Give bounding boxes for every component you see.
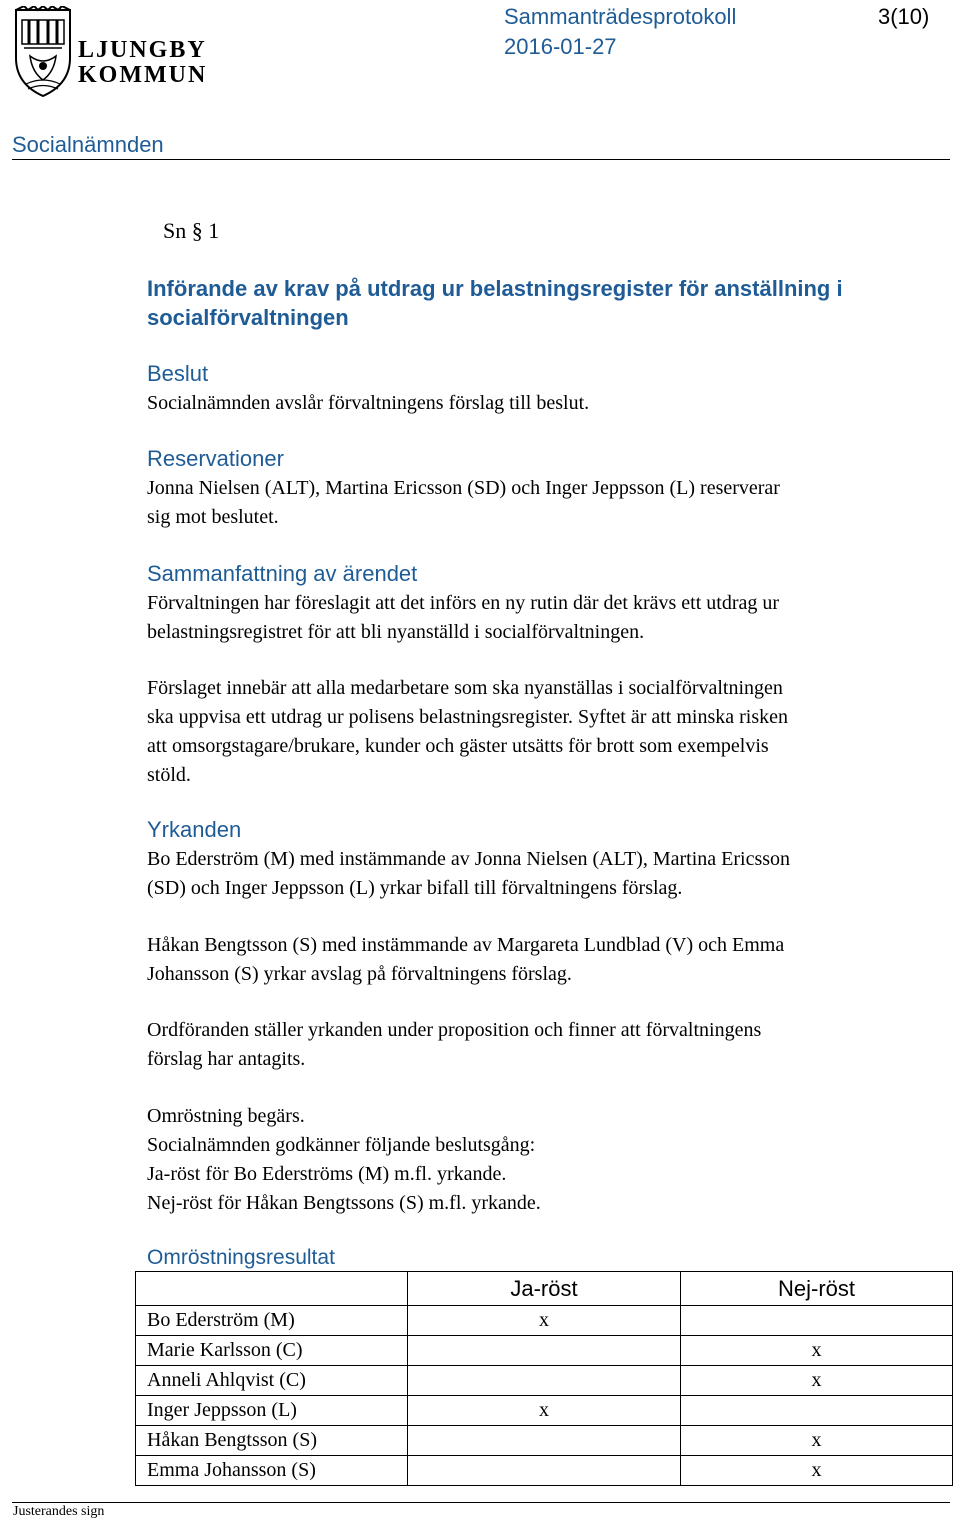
vote-yes-cell	[408, 1336, 681, 1366]
document-date: 2016-01-27	[504, 34, 617, 59]
document-type: Sammanträdesprotokoll	[504, 4, 737, 29]
table-header-yes: Ja-röst	[408, 1272, 681, 1306]
table-row	[136, 1366, 953, 1396]
table-row	[136, 1306, 953, 1336]
reservations-line2: sig mot beslutet.	[147, 506, 279, 528]
vote-procedure-line2: Socialnämnden godkänner följande beslutsgång:	[147, 1134, 536, 1156]
table-row	[136, 1336, 953, 1366]
voter-name: Håkan Bengtsson (S)	[136, 1426, 408, 1456]
vote-no-cell: x	[681, 1426, 953, 1456]
table-header-no: Nej-röst	[681, 1272, 953, 1306]
voter-name: Emma Johansson (S)	[136, 1456, 408, 1486]
footer-divider	[12, 1502, 950, 1503]
motions-paragraph-1	[147, 845, 947, 903]
summary-p2-line4: stöld.	[147, 764, 191, 786]
summary-p2-line2a: ska uppvisa ett utdrag ur polisens belastningsregister.	[147, 706, 574, 728]
committee-name: Socialnämnden	[12, 132, 164, 157]
vote-procedure	[147, 1102, 947, 1218]
vote-no-cell: x	[681, 1366, 953, 1396]
voter-name: Marie Karlsson (C)	[136, 1336, 408, 1366]
page-number: 3(10)	[878, 4, 930, 29]
vote-yes-cell	[408, 1456, 681, 1486]
vote-procedure-line3: Ja-röst för Bo Ederströms (M) m.fl. yrkande.	[147, 1163, 507, 1185]
motions-p3-line2: förslag har antagits.	[147, 1048, 306, 1070]
section-title-line2: socialförvaltningen	[147, 305, 349, 330]
summary-p2-line3: att omsorgstagare/brukare, kunder och gäster utsätts för brott som exempelvis	[147, 735, 769, 757]
table-header-row	[136, 1272, 953, 1306]
decision-heading: Beslut	[147, 361, 209, 386]
vote-no-cell	[681, 1396, 953, 1426]
org-name-line1: LJUNGBY	[78, 37, 207, 63]
motions-paragraph-3	[147, 1016, 947, 1074]
vote-no-cell: x	[681, 1336, 953, 1366]
vote-yes-cell: x	[408, 1306, 681, 1336]
reservations-text	[147, 474, 947, 532]
decision-text	[147, 389, 947, 418]
motions-paragraph-2	[147, 931, 947, 989]
vote-yes-cell	[408, 1426, 681, 1456]
summary-p2-line1: Förslaget innebär att alla medarbetare som ska nyanställas i socialförvaltningen	[147, 677, 783, 699]
reservations-heading: Reservationer	[147, 446, 284, 471]
table-row	[136, 1396, 953, 1426]
table-header-name	[136, 1272, 408, 1306]
summary-heading: Sammanfattning av ärendet	[147, 561, 418, 586]
coat-of-arms-icon	[14, 6, 72, 98]
vote-yes-cell	[408, 1366, 681, 1396]
table-row	[136, 1456, 953, 1486]
vote-no-cell: x	[681, 1456, 953, 1486]
vote-no-cell	[681, 1306, 953, 1336]
summary-p2-line2b: Syftet är att minska risken	[573, 706, 788, 728]
summary-paragraph-1	[147, 589, 947, 647]
vote-procedure-line4: Nej-röst för Håkan Bengtssons (S) m.fl. yrkande.	[147, 1192, 541, 1214]
motions-p1-line1: Bo Ederström (M) med instämmande av Jonna Nielsen (ALT), Martina Ericsson	[147, 848, 791, 870]
reservations-line1: Jonna Nielsen (ALT), Martina Ericsson (SD) och Inger Jeppsson (L) reserverar	[147, 477, 780, 499]
signature-label: Justerandes sign	[13, 1504, 105, 1519]
header-divider	[12, 159, 950, 160]
summary-p1-line2: belastningsregistret för att bli nyanställd i socialförvaltningen.	[147, 621, 645, 643]
section-title-line1: Införande av krav på utdrag ur belastningsregister för anställning i	[147, 276, 843, 301]
org-name-line2: KOMMUN	[78, 62, 208, 88]
summary-p1-line1: Förvaltningen har föreslagit att det införs en ny rutin där det krävs ett utdrag ur	[147, 592, 780, 614]
motions-p2-line1: Håkan Bengtsson (S) med instämmande av Margareta Lundblad (V) och Emma	[147, 934, 785, 956]
vote-result-heading: Omröstningsresultat	[147, 1246, 335, 1269]
section-number: Sn § 1	[163, 218, 220, 243]
summary-paragraph-2	[147, 674, 947, 790]
decision-line: Socialnämnden avslår förvaltningens förslag till beslut.	[147, 392, 590, 414]
vote-procedure-line1: Omröstning begärs.	[147, 1105, 305, 1127]
motions-p3-line1: Ordföranden ställer yrkanden under proposition och finner att förvaltningens	[147, 1019, 762, 1041]
motions-p1-line2: (SD) och Inger Jeppsson (L) yrkar bifall till förvaltningens förslag.	[147, 877, 683, 899]
municipality-logo	[14, 6, 224, 98]
motions-heading: Yrkanden	[147, 817, 242, 842]
vote-result-table	[135, 1271, 953, 1486]
voter-name: Bo Ederström (M)	[136, 1306, 408, 1336]
voter-name: Anneli Ahlqvist (C)	[136, 1366, 408, 1396]
vote-yes-cell: x	[408, 1396, 681, 1426]
motions-p2-line2: Johansson (S) yrkar avslag på förvaltningens förslag.	[147, 963, 572, 985]
summary-p2-line2	[147, 703, 947, 732]
voter-name: Inger Jeppsson (L)	[136, 1396, 408, 1426]
table-row	[136, 1426, 953, 1456]
